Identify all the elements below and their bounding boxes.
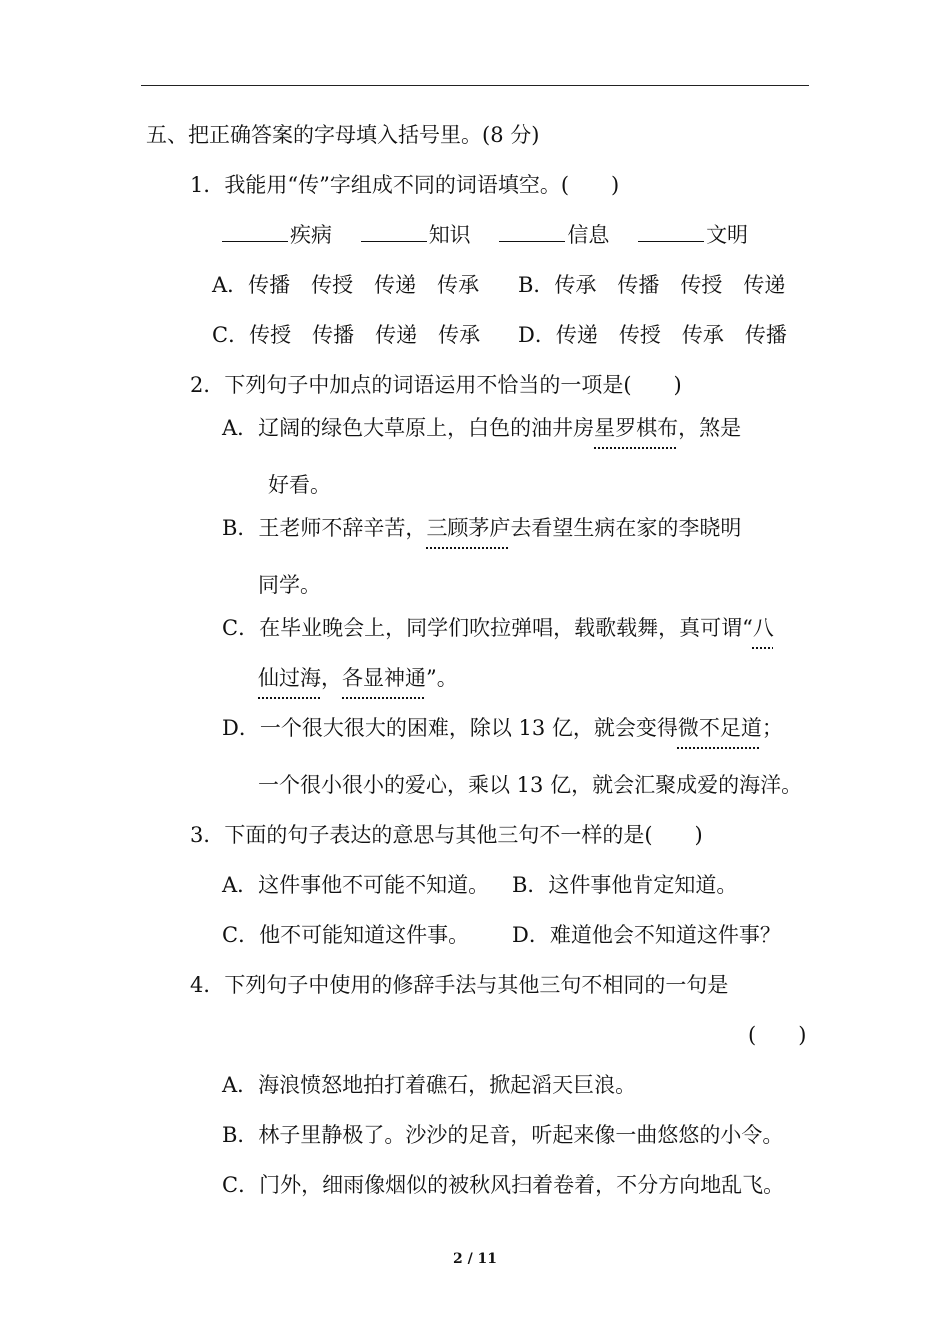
page-number: 2 / 11 xyxy=(452,1251,498,1267)
q3-option-b: B．这件事他肯定知道。 xyxy=(512,873,738,897)
q4-option-b: B．林子里静极了。沙沙的足音，听起来像一曲悠悠的小令。 xyxy=(222,1123,784,1147)
blank-word: 知识 xyxy=(428,223,471,247)
q3-option-d: D．难道他会不知道这件事？ xyxy=(512,923,781,947)
q2-option-d-continued: 一个很小很小的爱心，乘以 13 亿，就会汇聚成爱的海洋。 xyxy=(258,773,803,797)
q1-blanks xyxy=(222,222,748,248)
dotted-phrase: 各显神通 xyxy=(342,666,426,690)
q2-stem: 2．下列句子中加点的词语运用不恰当的一项是( ) xyxy=(190,373,682,397)
q4-answer-parens: ( ) xyxy=(748,1023,807,1047)
dotted-phrase: 星罗棋布 xyxy=(594,416,679,440)
dotted-phrase: 三顾茅庐 xyxy=(426,516,511,540)
blank-line xyxy=(222,223,288,242)
blank-line xyxy=(361,223,427,242)
dotted-phrase: 仙过海 xyxy=(258,666,321,690)
q1-option-d: D．传递 传授 传承 传播 xyxy=(518,323,787,347)
q3-stem: 3．下面的句子表达的意思与其他三句不一样的是( ) xyxy=(190,823,703,847)
dotted-phrase: 微不足道 xyxy=(677,716,762,740)
q2-option-b-continued: 同学。 xyxy=(258,573,321,597)
q2-option-c: C．在毕业晚会上，同学们吹拉弹唱，载歌载舞，真可谓“八 xyxy=(222,616,774,640)
blank-line xyxy=(638,223,704,242)
q3-option-a: A．这件事他不可能不知道。 xyxy=(222,873,490,897)
q2-option-a-continued: 好看。 xyxy=(268,473,331,497)
q1-stem: 1．我能用“传”字组成不同的词语填空。( ) xyxy=(190,173,620,197)
header-rule xyxy=(141,85,809,86)
section-title: 五、把正确答案的字母填入括号里。(8 分) xyxy=(146,123,540,147)
q4-option-c: C．门外，细雨像烟似的被秋风扫着卷着，不分方向地乱飞。 xyxy=(222,1173,785,1197)
q1-option-a: A．传播 传授 传递 传承 xyxy=(212,273,480,297)
q2-option-b: B．王老师不辞辛苦，三顾茅庐去看望生病在家的李晓明 xyxy=(222,516,742,540)
blank-line xyxy=(499,223,565,242)
q4-option-a: A．海浪愤怒地拍打着礁石，掀起滔天巨浪。 xyxy=(222,1073,637,1097)
blank-word: 疾病 xyxy=(290,223,332,247)
blank-word: 信息 xyxy=(567,223,610,247)
q2-option-c-continued: 仙过海，各显神通”。 xyxy=(258,666,458,690)
blank-word: 文明 xyxy=(706,223,749,247)
q2-option-d: D．一个很大很大的困难，除以 13 亿，就会变得微不足道； xyxy=(222,716,783,740)
dotted-phrase: 八 xyxy=(752,616,774,640)
q2-option-a: A．辽阔的绿色大草原上，白色的油井房星罗棋布，煞是 xyxy=(222,416,742,440)
q1-option-b: B．传承 传播 传授 传递 xyxy=(518,273,786,297)
q3-option-c: C．他不可能知道这件事。 xyxy=(222,923,470,947)
q4-stem: 4．下列句子中使用的修辞手法与其他三句不相同的一句是 xyxy=(190,973,729,997)
q1-option-c: C．传授 传播 传递 传承 xyxy=(212,323,481,347)
